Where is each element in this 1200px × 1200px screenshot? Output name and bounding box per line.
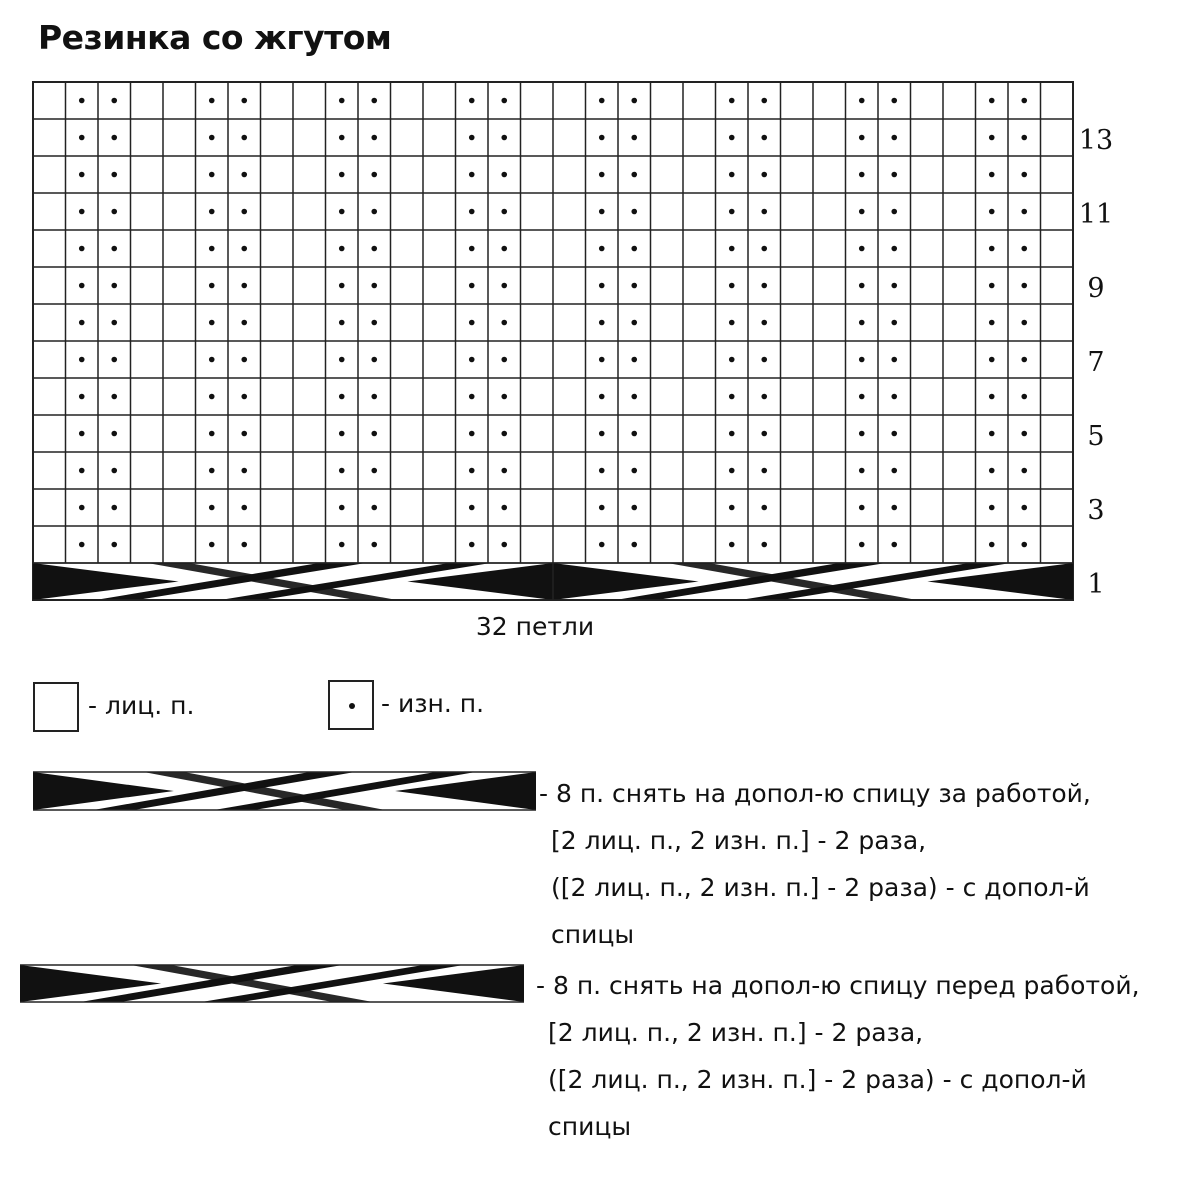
purl-dot (761, 431, 767, 437)
purl-dot (209, 431, 215, 437)
purl-dot (111, 431, 117, 437)
purl-dot (371, 357, 377, 363)
purl-dot (989, 431, 995, 437)
purl-dot (631, 431, 637, 437)
purl-dot (761, 357, 767, 363)
cable-back-line: спицы (551, 920, 635, 949)
purl-dot (371, 172, 377, 178)
purl-dot (1021, 172, 1027, 178)
purl-dot (859, 431, 865, 437)
row-label-9: 9 (1087, 273, 1105, 304)
purl-dot (1021, 135, 1027, 141)
purl-dot (859, 468, 865, 474)
purl-dot (501, 505, 507, 511)
purl-dot (501, 542, 507, 548)
knit-legend-label: - лиц. п. (88, 691, 195, 720)
purl-dot (989, 246, 995, 252)
purl-dot (729, 357, 735, 363)
purl-dot (209, 320, 215, 326)
purl-dot (339, 542, 345, 548)
purl-dot (761, 209, 767, 215)
purl-dot (371, 283, 377, 289)
stitch-count-label: 32 петли (475, 612, 595, 641)
purl-dot (859, 394, 865, 400)
purl-dot (989, 357, 995, 363)
purl-dot (891, 283, 897, 289)
purl-dot (79, 394, 85, 400)
purl-dot (79, 468, 85, 474)
purl-dot (729, 246, 735, 252)
purl-dot (891, 172, 897, 178)
purl-dot (729, 505, 735, 511)
purl-dot (371, 394, 377, 400)
cable-front-shape (20, 965, 524, 1002)
purl-dot (891, 431, 897, 437)
purl-dot (599, 320, 605, 326)
purl-dot (989, 394, 995, 400)
purl-dot (599, 505, 605, 511)
purl-dot (469, 209, 475, 215)
purl-dot (371, 468, 377, 474)
purl-dot (859, 246, 865, 252)
purl-dot (859, 283, 865, 289)
purl-dot (729, 172, 735, 178)
purl-dot (761, 135, 767, 141)
purl-dot (989, 320, 995, 326)
purl-dot (631, 98, 637, 104)
purl-dot (241, 246, 247, 252)
purl-dot (241, 135, 247, 141)
purl-dot (729, 98, 735, 104)
purl-dot (859, 172, 865, 178)
purl-dot (469, 135, 475, 141)
purl-dot (469, 505, 475, 511)
purl-dot (79, 357, 85, 363)
purl-dot (859, 505, 865, 511)
cable-repeat (553, 563, 1073, 600)
cable-front-line: - 8 п. снять на допол-ю спицу перед работой, (536, 971, 1140, 1000)
purl-dot (209, 505, 215, 511)
purl-dot (761, 505, 767, 511)
cable-back-line: - 8 п. снять на допол-ю спицу за работой, (539, 779, 1091, 808)
purl-dot (891, 320, 897, 326)
purl-dot (989, 468, 995, 474)
purl-dot (631, 542, 637, 548)
purl-dot (859, 357, 865, 363)
dot-square-icon (328, 680, 374, 730)
purl-dot (599, 357, 605, 363)
purl-dot (1021, 431, 1027, 437)
chart-title: Резинка со жгутом (38, 18, 392, 57)
purl-dot (339, 431, 345, 437)
purl-dot (209, 394, 215, 400)
purl-dot (729, 468, 735, 474)
purl-dot (729, 542, 735, 548)
purl-dot (241, 209, 247, 215)
purl-dot (111, 320, 117, 326)
purl-dot (111, 542, 117, 548)
purl-dot (729, 283, 735, 289)
purl-dot (989, 172, 995, 178)
purl-dot (761, 283, 767, 289)
purl-dot (761, 246, 767, 252)
purl-dot (859, 209, 865, 215)
purl-dot (729, 320, 735, 326)
purl-dot (599, 172, 605, 178)
purl-dot (729, 209, 735, 215)
purl-dot (209, 98, 215, 104)
cable-front-description (536, 962, 1140, 1150)
purl-dot (241, 320, 247, 326)
purl-dot (79, 172, 85, 178)
purl-dot (241, 283, 247, 289)
purl-dot (1021, 357, 1027, 363)
purl-dot (891, 357, 897, 363)
row-label-13: 13 (1078, 125, 1114, 156)
purl-dot (501, 283, 507, 289)
purl-dot (891, 542, 897, 548)
purl-dot (501, 394, 507, 400)
purl-dot (599, 246, 605, 252)
purl-dot (79, 542, 85, 548)
purl-dot (729, 135, 735, 141)
purl-dot (111, 505, 117, 511)
purl-dot (209, 135, 215, 141)
purl-dot (1021, 320, 1027, 326)
purl-dot (209, 468, 215, 474)
purl-dot (469, 246, 475, 252)
row-label-7: 7 (1087, 347, 1105, 378)
cable-back-shape (33, 772, 536, 810)
purl-dot (209, 246, 215, 252)
chart-grid (33, 82, 1073, 600)
purl-dot (631, 468, 637, 474)
purl-dot (891, 505, 897, 511)
purl-dot (79, 209, 85, 215)
purl-dot (111, 209, 117, 215)
purl-dot (599, 468, 605, 474)
purl-dot (859, 320, 865, 326)
purl-dot (891, 135, 897, 141)
cable-front-line: ([2 лиц. п., 2 изн. п.] - 2 раза) - с допол-й (548, 1065, 1087, 1094)
purl-dot (111, 394, 117, 400)
purl-dot (631, 357, 637, 363)
purl-dot (339, 98, 345, 104)
purl-dot (371, 542, 377, 548)
cable-row (33, 563, 1073, 600)
purl-dot (371, 98, 377, 104)
cable-back-description (539, 770, 1091, 958)
purl-dot (859, 542, 865, 548)
row-label-11: 11 (1078, 199, 1114, 230)
purl-dot (859, 135, 865, 141)
purl-dot (1021, 394, 1027, 400)
purl-dot (599, 283, 605, 289)
purl-dot (79, 246, 85, 252)
purl-dot (1021, 542, 1027, 548)
purl-dot (501, 357, 507, 363)
purl-dot (501, 468, 507, 474)
purl-dot (761, 172, 767, 178)
purl-dot (989, 542, 995, 548)
purl-dot (891, 394, 897, 400)
purl-dot (761, 542, 767, 548)
purl-dot (631, 505, 637, 511)
purl-dot (469, 320, 475, 326)
purl-dot (469, 468, 475, 474)
purl-dot (111, 172, 117, 178)
purl-dot (371, 246, 377, 252)
purl-dot (501, 172, 507, 178)
purl-dot (631, 246, 637, 252)
purl-dot (1021, 468, 1027, 474)
purl-dot (631, 172, 637, 178)
purl-dot (989, 135, 995, 141)
purl-dot (1021, 505, 1027, 511)
purl-dot (371, 320, 377, 326)
purl-dot (79, 283, 85, 289)
cable-cross-back-icon (33, 772, 536, 810)
purl-dot (501, 98, 507, 104)
purl-dot (599, 431, 605, 437)
purl-dot (501, 246, 507, 252)
purl-dot (631, 209, 637, 215)
purl-dot (729, 394, 735, 400)
purl-dot (241, 542, 247, 548)
purl-dot (469, 431, 475, 437)
purl-dot (371, 505, 377, 511)
purl-dot (209, 283, 215, 289)
purl-dot (79, 505, 85, 511)
purl-dot (729, 431, 735, 437)
purl-dot (339, 172, 345, 178)
purl-dot (989, 283, 995, 289)
purl-dot (1021, 98, 1027, 104)
purl-dot (989, 209, 995, 215)
purl-dot (339, 320, 345, 326)
purl-dot (79, 98, 85, 104)
purl-dot (339, 246, 345, 252)
purl-dot (241, 468, 247, 474)
purl-dot (111, 135, 117, 141)
purl-dot (761, 320, 767, 326)
purl-dot (209, 172, 215, 178)
purl-dot (891, 98, 897, 104)
purl-dot (209, 209, 215, 215)
cable-front-line: [2 лиц. п., 2 изн. п.] - 2 раза, (548, 1018, 924, 1047)
purl-dot (339, 394, 345, 400)
empty-square-icon (33, 682, 79, 732)
purl-dot (631, 320, 637, 326)
purl-dot (1021, 209, 1027, 215)
purl-dot (469, 98, 475, 104)
purl-dot (339, 505, 345, 511)
purl-dot (339, 135, 345, 141)
purl-dot (469, 283, 475, 289)
cable-cross-front-icon (20, 965, 524, 1002)
purl-dot (599, 98, 605, 104)
purl-dot (371, 209, 377, 215)
purl-legend-label: - изн. п. (381, 689, 485, 718)
purl-dot (111, 246, 117, 252)
purl-dot (209, 542, 215, 548)
row-label-1: 1 (1087, 569, 1105, 600)
purl-dot (241, 357, 247, 363)
purl-dot (761, 98, 767, 104)
purl-dot (371, 135, 377, 141)
purl-dot (339, 357, 345, 363)
purl-dot (241, 394, 247, 400)
purl-dot (469, 357, 475, 363)
purl-dot (599, 209, 605, 215)
row-label-5: 5 (1087, 421, 1105, 452)
purl-dot (1021, 283, 1027, 289)
purl-dot (599, 542, 605, 548)
purl-dot (79, 431, 85, 437)
purl-dot (631, 394, 637, 400)
purl-dot (371, 431, 377, 437)
purl-dot (599, 135, 605, 141)
purl-dot (501, 209, 507, 215)
cable-front-line: спицы (548, 1112, 632, 1141)
purl-dot (79, 320, 85, 326)
purl-dot (339, 209, 345, 215)
purl-dot (111, 283, 117, 289)
purl-dot (761, 468, 767, 474)
purl-dot (761, 394, 767, 400)
purl-dot (339, 468, 345, 474)
purl-dot (241, 505, 247, 511)
purl-dot (241, 98, 247, 104)
purl-dot (631, 135, 637, 141)
purl-dot (501, 431, 507, 437)
purl-dot (111, 98, 117, 104)
purl-dot (891, 246, 897, 252)
purl-dot (469, 394, 475, 400)
purl-dot (339, 283, 345, 289)
cable-back-line: ([2 лиц. п., 2 изн. п.] - 2 раза) - с допол-й (551, 873, 1090, 902)
purl-dot (79, 135, 85, 141)
purl-dot (891, 468, 897, 474)
purl-dot (209, 357, 215, 363)
purl-dot (501, 320, 507, 326)
purl-dot (241, 172, 247, 178)
purl-dot (599, 394, 605, 400)
purl-dot (989, 505, 995, 511)
purl-dot (241, 431, 247, 437)
cable-repeat (33, 563, 553, 600)
cable-back-line: [2 лиц. п., 2 изн. п.] - 2 раза, (551, 826, 927, 855)
purl-dot (1021, 246, 1027, 252)
purl-dot (891, 209, 897, 215)
row-label-3: 3 (1087, 495, 1105, 526)
purl-dot (469, 542, 475, 548)
purl-dot (469, 172, 475, 178)
purl-dot (501, 135, 507, 141)
purl-dot (111, 357, 117, 363)
purl-dot (989, 98, 995, 104)
purl-dot (631, 283, 637, 289)
purl-dot (111, 468, 117, 474)
purl-dot (859, 98, 865, 104)
